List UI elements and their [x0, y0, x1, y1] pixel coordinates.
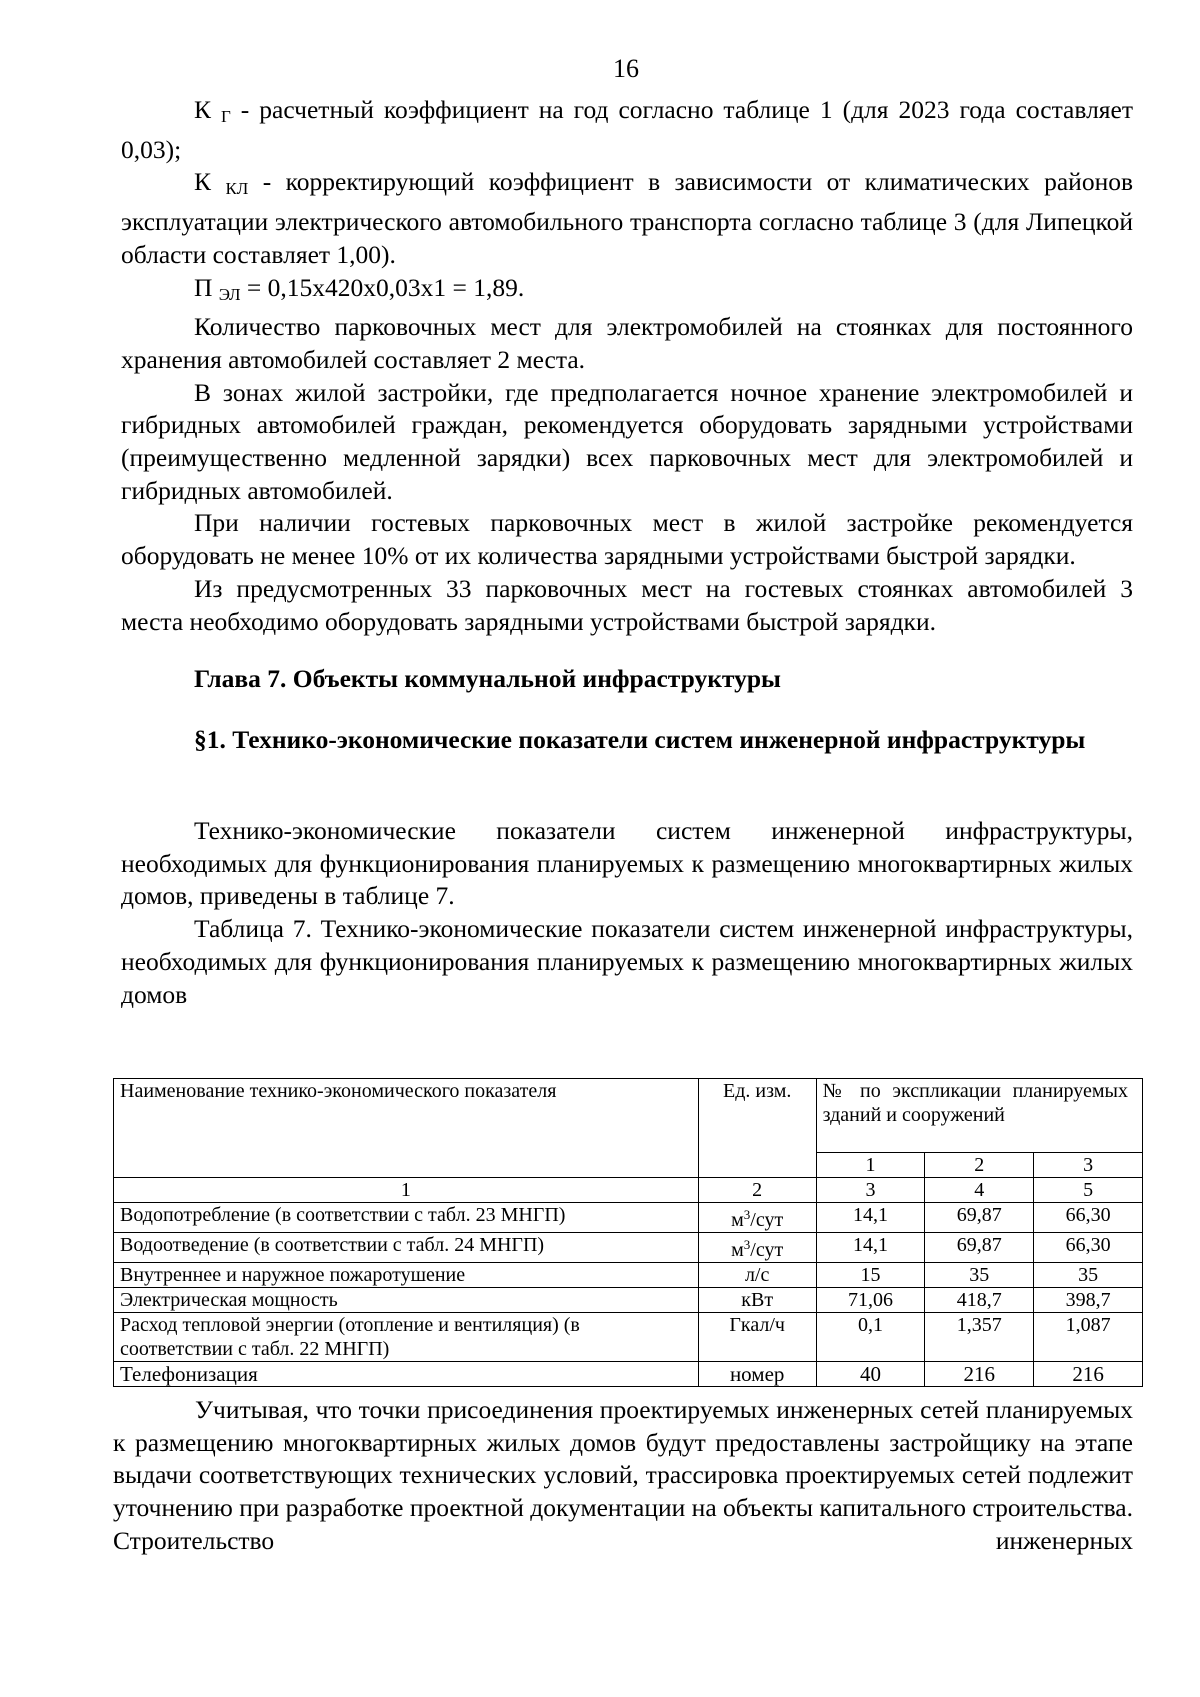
row-value: 1,087: [1034, 1313, 1143, 1362]
intro-paragraph: Технико-экономические показатели систем инженерной инфраструктуры, необходимых для функционирования планируемых к размещению многоквартирных жилых домов, приведены в таблице 7.: [121, 816, 1133, 911]
table-header-row: [114, 1079, 1143, 1153]
row-value: 15: [816, 1263, 925, 1288]
column-number: 4: [925, 1178, 1034, 1203]
row-name: Телефонизация: [114, 1362, 699, 1387]
table-column-numbers-row: [114, 1178, 1143, 1203]
paragraph: Из предусмотренных 33 парковочных мест на гостевых стоянках автомобилей 3 места необходимо оборудовать зарядными устройствами быстрой зарядки.: [121, 573, 1133, 636]
row-value: 71,06: [816, 1288, 925, 1313]
column-number: 1: [114, 1178, 699, 1203]
text-block-top: [121, 94, 1133, 638]
table-caption: Таблица 7. Технико-экономические показатели систем инженерной инфраструктуры, необходимых для функционирования планируемых к размещению многоквартирных жилых домов: [121, 914, 1133, 1009]
row-value: 66,30: [1034, 1203, 1143, 1233]
chapter-heading: Глава 7. Объекты коммунальной инфраструктуры: [194, 664, 781, 693]
intro-block: [121, 815, 1133, 1011]
column-number: 2: [698, 1178, 816, 1203]
row-unit: $м^3$/сут: [698, 1233, 816, 1263]
row-unit: л/с: [698, 1263, 816, 1288]
row-value: 216: [925, 1362, 1034, 1387]
closing-block: [113, 1394, 1133, 1558]
row-value: 398,7: [1034, 1288, 1143, 1313]
table-row: [114, 1288, 1143, 1313]
header-explication: № по экспликации планируемых зданий и сооружений: [816, 1079, 1142, 1153]
paragraph: В зонах жилой застройки, где предполагается ночное хранение электромобилей и гибридных автомобилей граждан, рекомендуется оборудовать зарядными устройствами (преимущественно медленной зарядки) всех парковочных мест для электромобилей и гибридных автомобилей.: [121, 377, 1133, 505]
building-number: 2: [925, 1153, 1034, 1178]
row-name: Электрическая мощность: [114, 1288, 699, 1313]
paragraph-kkl: К $_{КЛ}$ - корректирующий коэффициент в зависимости от климатических районов эксплуатации электрического автомобильного транспорта согласно таблице 3 (для Липецкой области составляет 1,00).: [121, 167, 1134, 269]
indicators-table: [113, 1078, 1143, 1387]
paragraph-formula: П $_{ЭЛ}$ = 0,15х420х0,03х1 = 1,89.: [194, 272, 525, 304]
table-row: [114, 1233, 1143, 1263]
row-value: 35: [925, 1263, 1034, 1288]
paragraph: Количество парковочных мест для электромобилей на стоянках для постоянного хранения автомобилей составляет 2 места.: [121, 312, 1133, 374]
closing-paragraph: Учитывая, что точки присоединения проектируемых инженерных сетей планируемых к размещению многоквартирных жилых домов будут предоставлены застройщику на этапе выдачи соответствующих технических условий, трассировка проектируемых сетей подлежит уточнению при разработке проектной документации на объекты капитального строительства. Строительство инженерных: [113, 1395, 1133, 1555]
row-value: 66,30: [1034, 1233, 1143, 1263]
building-number: 1: [816, 1153, 925, 1178]
column-number: 5: [1034, 1178, 1143, 1203]
row-value: 35: [1034, 1263, 1143, 1288]
row-unit: номер: [698, 1362, 816, 1387]
paragraph-kg: К $_Г$ - расчетный коэффициент на год согласно таблице 1 (для 2023 года составляет 0,03);: [121, 95, 1133, 164]
row-unit: $м^3$/сут: [698, 1203, 816, 1233]
row-name: Расход тепловой энергии (отопление и вентиляция) (в соответствии с табл. 22 МНГП): [114, 1313, 699, 1362]
paragraph: При наличии гостевых парковочных мест в жилой застройке рекомендуется оборудовать не менее 10% от их количества зарядными устройствами быстрой зарядки.: [121, 508, 1133, 571]
section-block: [121, 724, 1133, 757]
header-unit: Ед. изм.: [698, 1079, 816, 1178]
section-heading: §1. Технико-экономические показатели систем инженерной инфраструктуры: [194, 725, 1086, 754]
row-unit: Гкал/ч: [698, 1313, 816, 1362]
column-number: 3: [816, 1178, 925, 1203]
row-value: 14,1: [816, 1203, 925, 1233]
row-value: 14,1: [816, 1233, 925, 1263]
row-unit: кВт: [698, 1288, 816, 1313]
table-row: [114, 1362, 1143, 1387]
page-number: 16: [613, 54, 639, 83]
table-row: [114, 1313, 1143, 1362]
building-number: 3: [1034, 1153, 1143, 1178]
table-row: [114, 1263, 1143, 1288]
row-value: 69,87: [925, 1233, 1034, 1263]
row-value: 418,7: [925, 1288, 1034, 1313]
row-value: 0,1: [816, 1313, 925, 1362]
row-name: Внутреннее и наружное пожаротушение: [114, 1263, 699, 1288]
row-value: 69,87: [925, 1203, 1034, 1233]
row-name: Водопотребление (в соответствии с табл. 23 МНГП): [114, 1203, 699, 1233]
table-row: [114, 1203, 1143, 1233]
row-name: Водоотведение (в соответствии с табл. 24 МНГП): [114, 1233, 699, 1263]
chapter-block: [121, 663, 1133, 696]
row-value: 216: [1034, 1362, 1143, 1387]
row-value: 1,357: [925, 1313, 1034, 1362]
row-value: 40: [816, 1362, 925, 1387]
header-name: Наименование технико-экономического показателя: [114, 1079, 699, 1178]
